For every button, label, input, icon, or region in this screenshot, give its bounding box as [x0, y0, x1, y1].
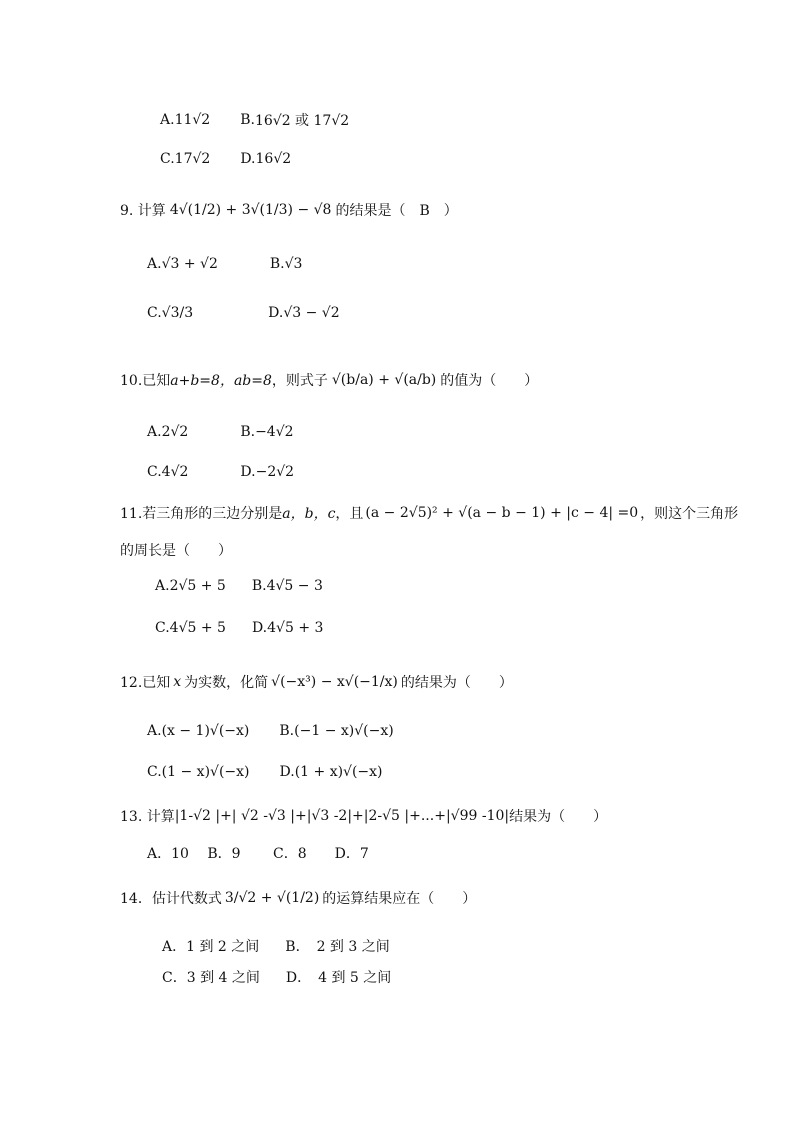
q11-options-row1: [155, 578, 323, 594]
q12-option-b: B. (−1 − x)√(−x): [279, 723, 394, 739]
q14-option-b: B． 2 到 3 之间: [285, 939, 390, 955]
q8-option-d-expr: 16√2: [255, 151, 292, 167]
q8-option-b-expr: 16√2 或 17√2: [254, 113, 350, 129]
q11-suffix: ，则这个三角形: [640, 506, 739, 522]
q11-prefix: 11.若三角形的三边分别是: [120, 506, 283, 522]
q8-option-c-expr: 17√2: [174, 151, 211, 167]
q9-options-row1: [147, 256, 302, 272]
q9-options-row2: [147, 305, 340, 321]
q14-option-d: D． 4 到 5 之间: [285, 970, 392, 986]
q8-option-b: B. 16√2 或 17√2: [240, 112, 350, 129]
q8-option-d: D. 16√2: [240, 151, 292, 167]
q12-prefix: 12.已知: [120, 675, 171, 691]
q14-expression: 3/√2 + √(1/2): [224, 890, 320, 906]
q11-expression: (a − 2√5)² + √(a − b − 1) + |c − 4| =0: [365, 505, 639, 521]
q10-condition: a+b=8，ab=8: [170, 373, 272, 389]
q10-suffix: 的值为（ ）: [440, 373, 539, 389]
q11-option-d: D. 4√5 + 3: [251, 620, 324, 636]
q14-options-row2: [162, 967, 391, 987]
q8-option-a-expr: 11√2: [174, 112, 211, 128]
q12-option-c: C. (1 − x)√(−x): [147, 764, 250, 780]
q10-stem: 10.已知 a+b=8，ab=8 ，则式子 √(b/a) + √(a/b) 的值为（ ）: [120, 372, 539, 389]
q12-suffix: 的结果为（ ）: [400, 675, 513, 691]
q9-option-b: B. √3: [269, 256, 303, 272]
q8-options-row1: [160, 110, 349, 130]
q13-expression: |1-√2 |+| √2 -√3 |+|√3 -2|+|2-√5 |+...+|√99 -10|: [174, 808, 510, 824]
q13-options: A．10 B．9 C．8 D．7: [147, 846, 369, 862]
q10-options-row2: [147, 464, 294, 480]
q13-stem: [120, 806, 607, 826]
q11-stem-line1: 11.若三角形的三边分别是 a，b，c ，且 (a − 2√5)² + √(a − b − 1) + |c − 4| =0 ，则这个三角形: [120, 505, 739, 522]
q10-option-b: B. −4√2: [240, 424, 294, 440]
q9-prefix: 9. 计算: [120, 203, 166, 219]
q10-option-d: D. −2√2: [240, 464, 295, 480]
q12-stem: 12.已知 x 为实数，化简 √(−x³) − x√(−1/x) 的结果为（ ）: [120, 674, 513, 691]
q10-options-row1: [147, 424, 294, 440]
q14-stem: [120, 888, 476, 908]
q14-options-row1: [162, 936, 390, 956]
q9-option-a: A. √3 + √2: [147, 256, 218, 272]
q9-suffix: 的结果是（ B ）: [335, 203, 458, 219]
q12-expression: √(−x³) − x√(−1/x): [271, 674, 398, 690]
q9-expression: 4√(1/2) + 3√(1/3) − √8: [169, 202, 332, 218]
q13-prefix: 13. 计算: [120, 809, 175, 825]
q10-option-a: A. 2√2: [147, 424, 189, 440]
q9-option-d: D. √3 − √2: [268, 305, 340, 321]
q13-suffix: 结果为（ ）: [509, 809, 608, 825]
q8-option-a: A. 11√2: [160, 112, 211, 128]
q14-option-c: C．3 到 4 之间: [162, 970, 260, 986]
q11-vars: a，b，c: [282, 506, 336, 522]
q10-prefix: 10.已知: [120, 373, 171, 389]
q12-options-row2: [147, 764, 383, 780]
q14-suffix: 的运算结果应在（ ）: [322, 891, 477, 907]
q12-option-a: A. (x − 1)√(−x): [147, 723, 250, 739]
q14-option-a: A．1 到 2 之间: [162, 939, 260, 955]
q12-option-d: D. (1 + x)√(−x): [279, 764, 383, 780]
q10-expression: √(b/a) + √(a/b): [331, 372, 437, 388]
q8-option-c: C. 17√2: [160, 151, 211, 167]
q8-options-row2: [160, 151, 291, 167]
q11-option-c: C. 4√5 + 5: [155, 620, 226, 636]
q9-option-c: C. √3/3: [147, 305, 194, 321]
q12-var: x: [173, 674, 182, 690]
q14-prefix: 14．估计代数式: [120, 891, 222, 907]
q11-option-b: B. 4√5 − 3: [251, 578, 323, 594]
q10-option-c: C. 4√2: [147, 464, 189, 480]
q11-options-row2: [155, 620, 323, 636]
q12-options-row1: [147, 723, 394, 739]
q11-stem-line2: 的周长是（ ）: [120, 543, 232, 559]
q11-option-a: A. 2√5 + 5: [155, 578, 226, 594]
q9-stem: [120, 200, 458, 220]
